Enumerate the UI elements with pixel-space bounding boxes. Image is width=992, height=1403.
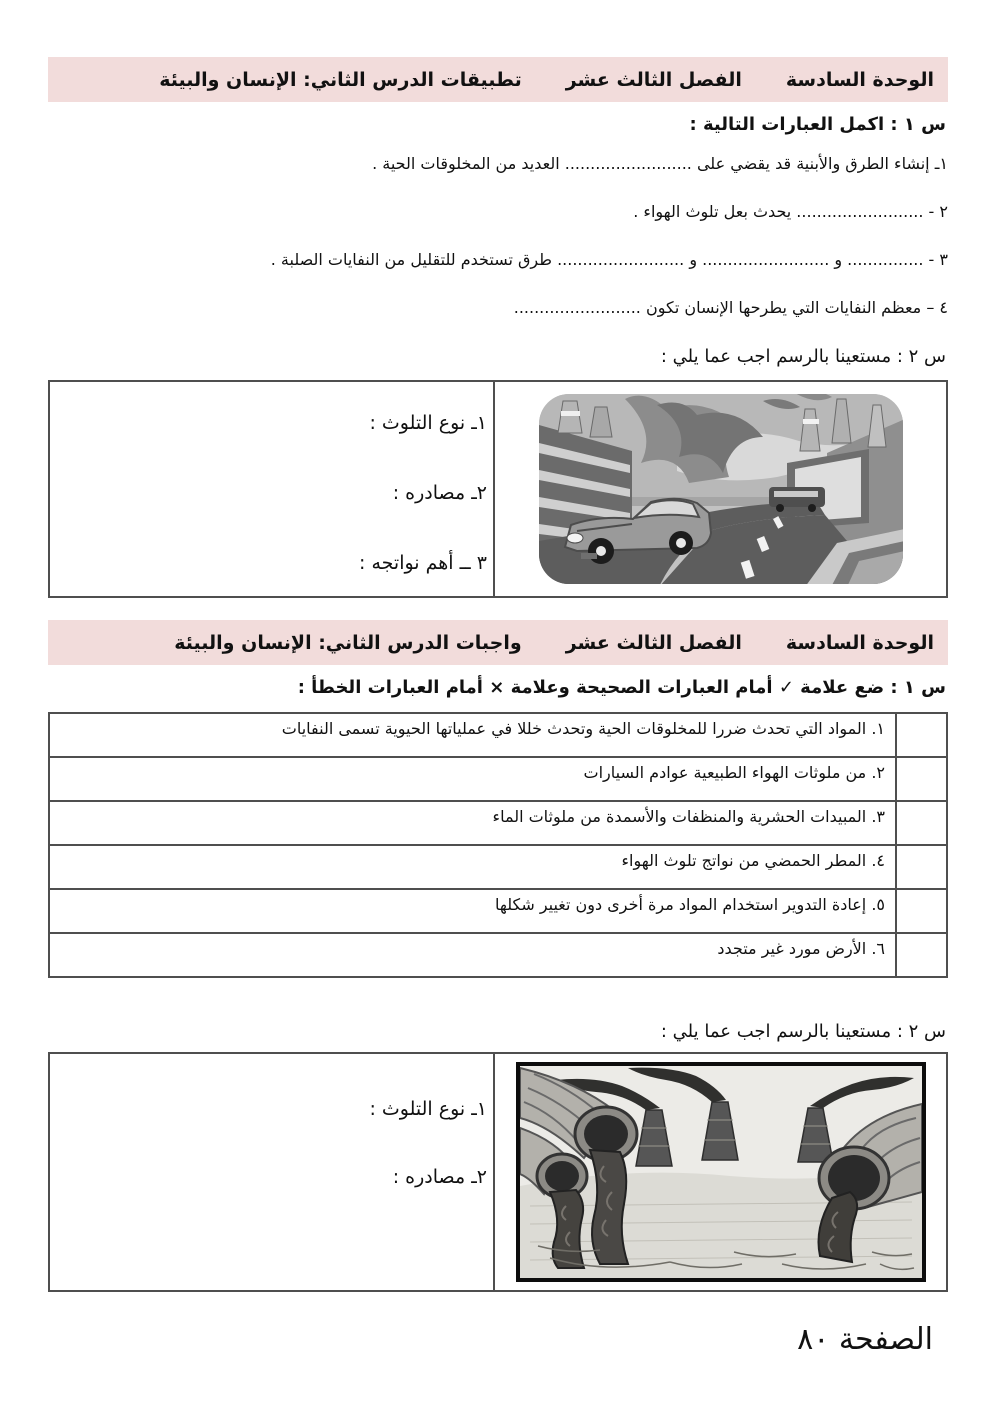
unit-header-bar-homework [48,620,948,665]
answer-cell [896,801,947,845]
table-row [49,713,947,757]
answer-box-air-pollution [48,380,948,598]
truefalse-question-title: س ١ : ضع علامة ✓ أمام العبارات الصحيحة وعلامة × أمام العبارات الخطأ : [297,677,946,698]
statement-cell: ٢. من ملوثات الهواء الطبيعية عوادم السيارات [49,757,896,801]
pollution-sources-label: ٢ـ مصادره : [392,1166,487,1188]
table-row [49,889,947,933]
illustration-cell [493,1054,946,1290]
answer-cell [896,845,947,889]
answer-labels [50,1054,493,1290]
chapter-title: الفصل الثالث عشر [565,631,742,654]
unit-title: الوحدة السادسة [785,68,934,91]
answer-cell [896,713,947,757]
statement-cell: ٣. المبيدات الحشرية والمنظفات والأسمدة من ملوثات الماء [49,801,896,845]
question-2-title: س ٢ : مستعينا بالرسم اجب عما يلي : [660,1021,946,1042]
page-content [48,0,948,1358]
answer-labels [50,382,493,596]
pollution-type-label: ١ـ نوع التلوث : [369,412,487,434]
table-row [49,757,947,801]
answer-cell [896,757,947,801]
table-row [49,801,947,845]
pollution-type-label: ١ـ نوع التلوث : [369,1098,487,1120]
pollution-products-label: ٣ ــ أهم نواتجه : [359,552,487,574]
statement-cell: ٥. إعادة التدوير استخدام المواد مرة أخرى دون تغيير شكلها [49,889,896,933]
statement-3: ٣ - ............... و ......................... و ......................... طرق تستخدم للتقليل من النفايات الصلبة . [270,250,948,269]
page-number: الصفحة ٨٠ [797,1322,933,1357]
answer-cell [896,889,947,933]
water-pollution-illustration [520,1066,922,1278]
answer-cell [896,933,947,977]
drawing-frame [516,1062,926,1282]
question-2-title: س ٢ : مستعينا بالرسم اجب عما يلي : [660,346,946,367]
unit-header-bar-applications [48,57,948,102]
pollution-sources-label: ٢ـ مصادره : [392,482,487,504]
statement-cell: ١. المواد التي تحدث ضررا للمخلوقات الحية وتحدث خللا في عملياتها الحيوية تسمى النفايات [49,713,896,757]
statement-2: ٢ - ......................... يحدث بعل تلوث الهواء . [633,202,948,221]
air-pollution-illustration [537,391,905,587]
fill-in-statements [48,153,948,319]
lesson-title: تطبيقات الدرس الثاني: الإنسان والبيئة [159,68,522,91]
illustration-cell [493,382,946,596]
statement-1: ١ـ إنشاء الطرق والأبنية قد يقضي على ......................... العديد من المخلوقات الحية . [372,154,948,173]
answer-box-water-pollution [48,1052,948,1292]
unit-title: الوحدة السادسة [785,631,934,654]
question-1-title: س ١ : اكمل العبارات التالية : [689,114,946,135]
statement-4: ٤ – معظم النفايات التي يطرحها الإنسان تكون ......................... [513,298,948,317]
statement-cell: ٦. الأرض مورد غير متجدد [49,933,896,977]
statement-cell: ٤. المطر الحمضي من نواتج تلوث الهواء [49,845,896,889]
truefalse-table [48,712,948,978]
table-row [49,845,947,889]
chapter-title: الفصل الثالث عشر [565,68,742,91]
table-row [49,933,947,977]
lesson-title: واجبات الدرس الثاني: الإنسان والبيئة [174,631,522,654]
